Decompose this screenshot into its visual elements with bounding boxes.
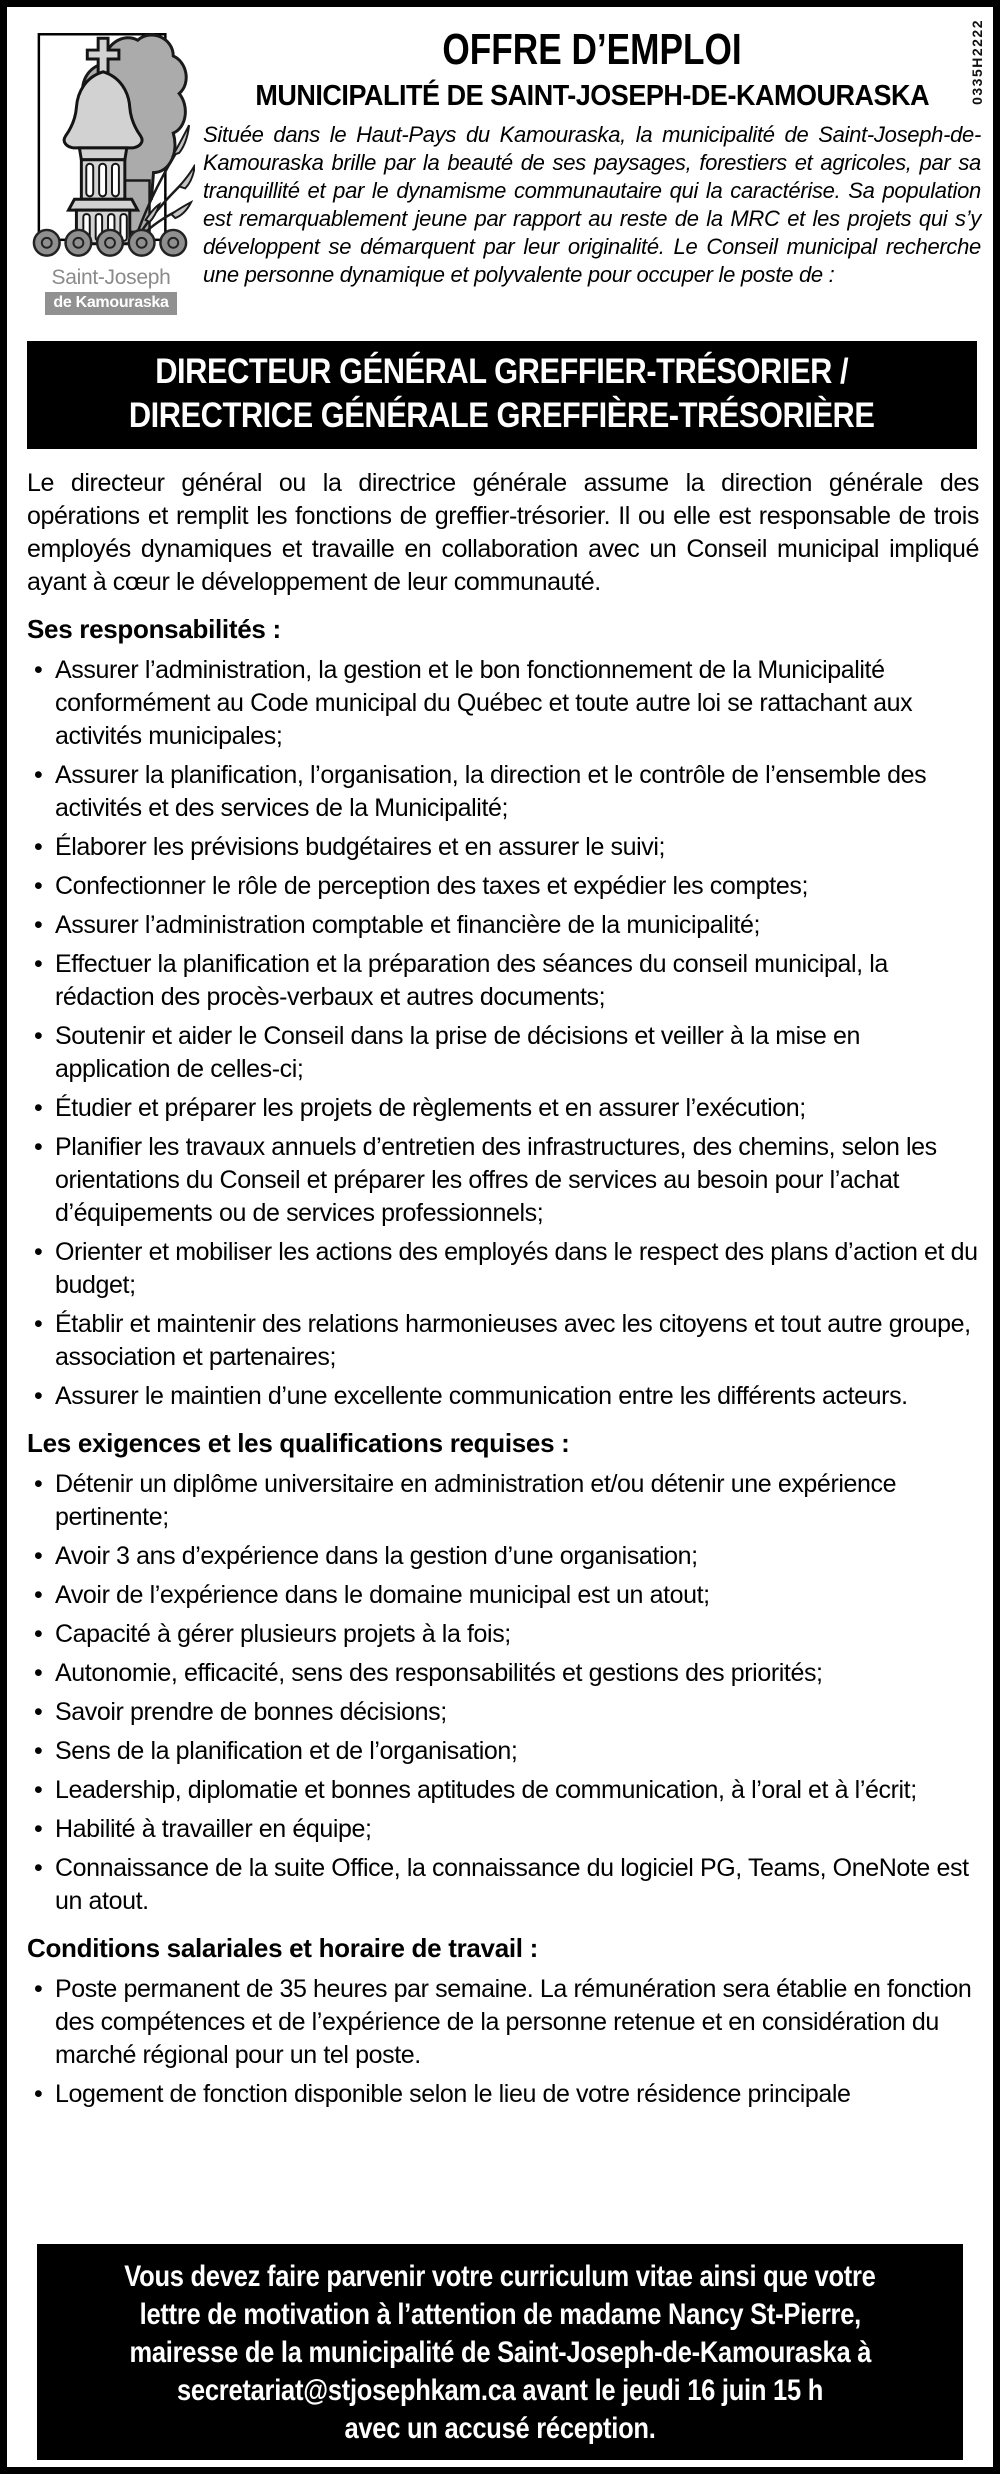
logo-name: Saint-Joseph bbox=[51, 266, 171, 289]
job-description-paragraph: Le directeur général ou la directrice générale assume la direction générale des opérations et remplit les fonctions de greffier-trésorier. Il ou elle est responsable de trois employés dynamiques et travaille en collaboration avec un Conseil municipal impliqué ayant à cœur le développement de leur communauté. bbox=[27, 469, 979, 596]
list-item: • Assurer l’administration, la gestion et le bon fonctionnement de la Municipalité conformément au Code municipal du Québec et toute autre loi se rattachant aux activités municipales; bbox=[27, 654, 979, 753]
job-title-line-2: DIRECTRICE GÉNÉRALE GREFFIÈRE-TRÉSORIÈRE bbox=[129, 396, 875, 435]
list-item: • Habilité à travailler en équipe; bbox=[27, 1813, 979, 1846]
intro-paragraph: Située dans le Haut-Pays du Kamouraska, la municipalité de Saint-Joseph-de-Kamouraska brille par la beauté de ses paysages, forestiers et agricoles, par sa tranquillité et par le dynamisme communautaire qui la caractérise. Sa population est remarquablement jeune par rapport au reste de la MRC et les projets qui s’y développent se démarquent par leur originalité. Le Conseil municipal recherche une personne dynamique et polyvalente pour occuper le poste de : bbox=[203, 122, 981, 288]
list-item: • Assurer l’administration comptable et financière de la municipalité; bbox=[27, 909, 979, 942]
section-heading-responsibilities: Ses responsabilités : bbox=[27, 614, 281, 644]
list-item: • Établir et maintenir des relations harmonieuses avec les citoyens et tout autre groupe, association et partenaires; bbox=[27, 1308, 979, 1374]
footer-line: mairesse de la municipalité de Saint-Joseph-de-Kamouraska à bbox=[129, 2336, 871, 2369]
list-item: • Autonomie, efficacité, sens des responsabilités et gestions des priorités; bbox=[27, 1657, 979, 1690]
salary-conditions-list bbox=[27, 1973, 979, 2111]
list-item: • Détenir un diplôme universitaire en administration et/ou détenir une expérience pertinente; bbox=[27, 1468, 979, 1534]
footer-line: secretariat@stjosephkam.ca avant le jeudi 16 juin 15 h bbox=[176, 2374, 824, 2407]
list-item: • Assurer la planification, l’organisation, la direction et le contrôle de l’ensemble des activités et des services de la Municipalité; bbox=[27, 759, 979, 825]
logo-subname-badge: de Kamouraska bbox=[45, 292, 176, 315]
logo-subname-wrap bbox=[25, 292, 197, 315]
ad-reference-code: 0335H2222 bbox=[969, 19, 985, 105]
list-item: • Avoir de l’expérience dans le domaine municipal est un atout; bbox=[27, 1579, 979, 1612]
section-heading-requirements: Les exigences et les qualifications requises : bbox=[27, 1428, 570, 1458]
footer-line: Vous devez faire parvenir votre curriculum vitae ainsi que votre bbox=[124, 2260, 876, 2293]
church-steeple-icon bbox=[27, 21, 195, 259]
list-item: • Sens de la planification et de l’organisation; bbox=[27, 1735, 979, 1768]
list-item: • Avoir 3 ans d’expérience dans la gestion d’une organisation; bbox=[27, 1540, 979, 1573]
header-text bbox=[197, 21, 981, 315]
page-title: OFFRE D’EMPLOI bbox=[442, 25, 742, 74]
list-item: • Savoir prendre de bonnes décisions; bbox=[27, 1696, 979, 1729]
municipality-subtitle: MUNICIPALITÉ DE SAINT-JOSEPH-DE-KAMOURASKA bbox=[255, 80, 929, 113]
municipality-logo bbox=[25, 21, 197, 315]
list-item: • Assurer le maintien d’une excellente communication entre les différents acteurs. bbox=[27, 1380, 979, 1413]
ad-body bbox=[7, 467, 993, 2111]
responsibilities-list bbox=[27, 654, 979, 1413]
list-item: • Capacité à gérer plusieurs projets à la fois; bbox=[27, 1618, 979, 1651]
list-item: • Orienter et mobiliser les actions des employés dans le respect des plans d’action et du budget; bbox=[27, 1236, 979, 1302]
list-item: • Logement de fonction disponible selon le lieu de votre résidence principale bbox=[27, 2078, 979, 2111]
list-item: • Étudier et préparer les projets de règlements et en assurer l’exécution; bbox=[27, 1092, 979, 1125]
list-item: • Élaborer les prévisions budgétaires et en assurer le suivi; bbox=[27, 831, 979, 864]
list-item: • Connaissance de la suite Office, la connaissance du logiciel PG, Teams, OneNote est un atout. bbox=[27, 1852, 979, 1918]
header bbox=[7, 7, 993, 315]
requirements-list bbox=[27, 1468, 979, 1918]
list-item: • Soutenir et aider le Conseil dans la prise de décisions et veiller à la mise en application de celles-ci; bbox=[27, 1020, 979, 1086]
section-heading-salary-conditions: Conditions salariales et horaire de travail : bbox=[27, 1933, 539, 1963]
list-item: • Planifier les travaux annuels d’entretien des infrastructures, des chemins, selon les orientations du Conseil et préparer les offres de services au besoin pour l’achat d’équipements ou de services professionnels; bbox=[27, 1131, 979, 1230]
job-title-banner bbox=[27, 341, 977, 449]
list-item: • Effectuer la planification et la préparation des séances du conseil municipal, la rédaction des procès-verbaux et autres documents; bbox=[27, 948, 979, 1014]
job-title-line-1: DIRECTEUR GÉNÉRAL GREFFIER-TRÉSORIER / bbox=[155, 352, 849, 391]
list-item: • Leadership, diplomatie et bonnes aptitudes de communication, à l’oral et à l’écrit; bbox=[27, 1774, 979, 1807]
list-item: • Confectionner le rôle de perception des taxes et expédier les comptes; bbox=[27, 870, 979, 903]
application-instructions-box bbox=[37, 2244, 963, 2460]
footer-line: lettre de motivation à l’attention de madame Nancy St-Pierre, bbox=[139, 2298, 861, 2331]
footer-line: avec un accusé réception. bbox=[344, 2412, 656, 2445]
list-item: • Poste permanent de 35 heures par semaine. La rémunération sera établie en fonction des compétences et de l’expérience de la personne retenue et en considération du marché régional pour un tel poste. bbox=[27, 1973, 979, 2072]
